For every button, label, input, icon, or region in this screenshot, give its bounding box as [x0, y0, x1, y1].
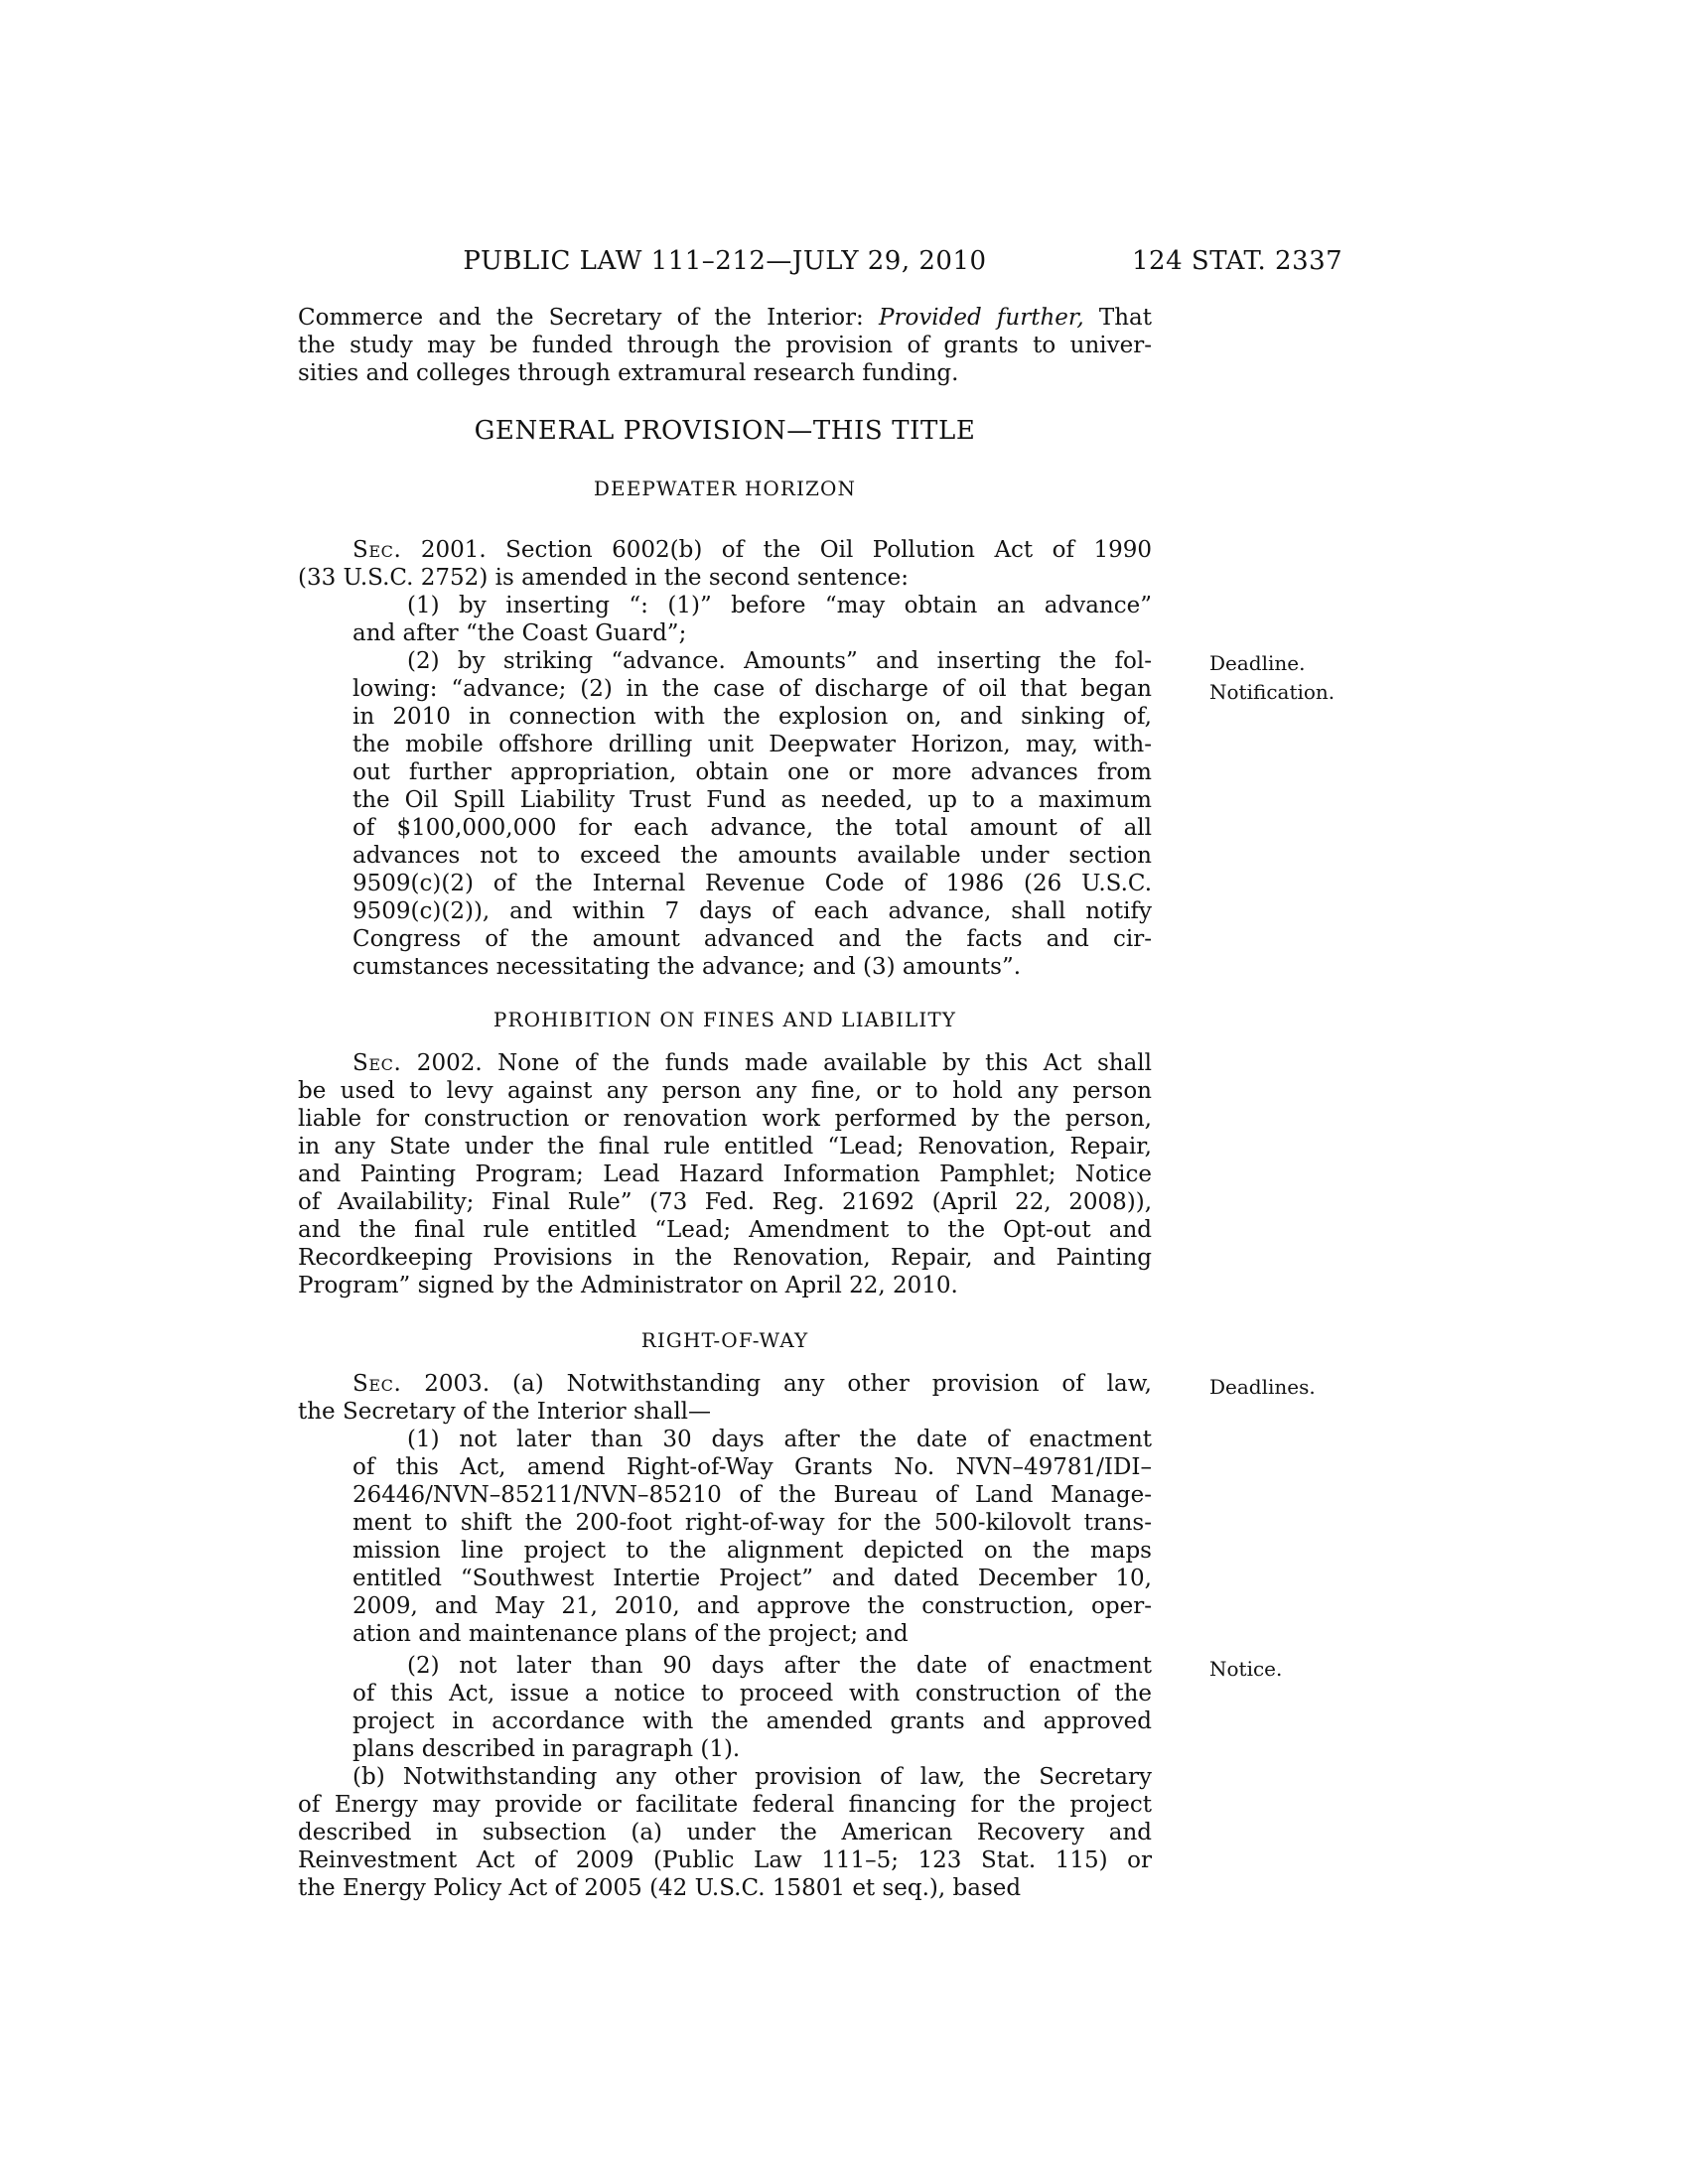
text-line [298, 1846, 1152, 1874]
text-segment: GENERAL PROVISION—THIS TITLE [474, 416, 976, 446]
text-line [298, 619, 1152, 647]
text-line [298, 1763, 1152, 1791]
margin-notes-rail [1209, 0, 1428, 2184]
text-line [298, 1791, 1152, 1819]
text-segment: RIGHT-OF-WAY [640, 1328, 809, 1352]
heading-general-provision [298, 417, 1152, 445]
section-2003-item-2 [298, 1652, 1152, 1763]
text-segment: sities and colleges through extramural research funding. [298, 360, 959, 386]
text-line [298, 1188, 1152, 1216]
text-line [298, 417, 1152, 445]
text-line [298, 1735, 1152, 1763]
text-segment: the mobile offshore drilling unit Deepwater Horizon, may, with- [352, 732, 1152, 757]
text-line [298, 786, 1152, 814]
text-line [298, 1565, 1152, 1592]
text-line [298, 536, 1152, 564]
text-line [298, 1105, 1152, 1133]
text-line [298, 1326, 1152, 1354]
text-line [298, 953, 1152, 981]
text-segment: out further appropriation, obtain one or more advances from [352, 759, 1152, 785]
subheading-deepwater-horizon [298, 475, 1152, 502]
text-line [298, 359, 1152, 387]
text-segment: (2) not later than 90 days after the date of enactment [407, 1653, 1152, 1679]
section-2002 [298, 1049, 1152, 1299]
text-line [298, 1652, 1152, 1680]
text-segment: That [1083, 305, 1153, 331]
text-line [298, 1398, 1152, 1426]
text-line [298, 870, 1152, 897]
text-line [298, 1509, 1152, 1537]
text-segment: Reinvestment Act of 2009 (Public Law 111–5; 123 Stat. 115) or [298, 1847, 1152, 1873]
text-line [298, 1426, 1152, 1453]
text-segment: Program” signed by the Administrator on April 22, 2010. [298, 1273, 958, 1298]
text-segment: the Secretary of the Interior shall— [298, 1399, 712, 1425]
text-segment: described in subsection (a) under the American Recovery and [298, 1820, 1152, 1845]
text-segment: mission line project to the alignment depicted on the maps [352, 1538, 1152, 1564]
text-line [298, 647, 1152, 675]
section-2003-subsection-b [298, 1763, 1152, 1902]
margin-note-deadline: Deadline. [1209, 651, 1306, 675]
text-segment: 9509(c)(2) of the Internal Revenue Code of 1986 (26 U.S.C. [352, 871, 1152, 896]
text-segment: of this Act, issue a notice to proceed with construction of the [352, 1681, 1152, 1706]
subheading-prohibition-on-fines-and-liability [298, 1006, 1152, 1033]
text-segment: and Painting Program; Lead Hazard Information Pamphlet; Notice [298, 1161, 1152, 1187]
text-line [298, 731, 1152, 758]
subheading-right-of-way [298, 1326, 1152, 1354]
text-line [298, 842, 1152, 870]
text-line [298, 1160, 1152, 1188]
text-line [298, 564, 1152, 592]
stat-page-number: 124 STAT. 2337 [1132, 246, 1343, 276]
text-segment: Sec. [352, 537, 402, 563]
text-segment: (b) Notwithstanding any other provision of law, the Secretary [352, 1764, 1152, 1790]
text-segment: of Availability; Final Rule” (73 Fed. Reg. 21692 (April 22, 2008)), [298, 1189, 1152, 1215]
text-line [298, 1133, 1152, 1160]
text-segment: in any State under the final rule entitled “Lead; Renovation, Repair, [298, 1134, 1152, 1160]
margin-note-notice: Notice. [1209, 1657, 1283, 1681]
text-segment: (2) by striking “advance. Amounts” and inserting the fol- [407, 648, 1152, 674]
text-line [298, 1680, 1152, 1707]
text-line [298, 1874, 1152, 1902]
text-segment: Recordkeeping Provisions in the Renovation, Repair, and Painting [298, 1245, 1152, 1271]
margin-note-deadlines: Deadlines. [1209, 1375, 1316, 1399]
text-segment: be used to levy against any person any fine, or to hold any person [298, 1078, 1152, 1104]
text-line [298, 1272, 1152, 1299]
text-segment: entitled “Southwest Intertie Project” and dated December 10, [352, 1566, 1152, 1591]
text-line [298, 1453, 1152, 1481]
text-line [298, 304, 1152, 332]
text-segment: 2002. None of the funds made available by this Act shall [401, 1050, 1152, 1076]
text-line [298, 814, 1152, 842]
text-segment: and after “the Coast Guard”; [352, 620, 687, 646]
text-segment: Commerce and the Secretary of the Interior: [298, 305, 879, 331]
text-line [298, 758, 1152, 786]
text-segment: DEEPWATER HORIZON [593, 477, 857, 500]
text-line [298, 1049, 1152, 1077]
text-segment: cumstances necessitating the advance; and (3) amounts”. [352, 954, 1022, 980]
text-line [298, 332, 1152, 359]
text-line [298, 475, 1152, 502]
text-segment: ment to shift the 200-foot right-of-way for the 500-kilovolt trans- [352, 1510, 1152, 1536]
text-segment: 26446/NVN–85211/NVN–85210 of the Bureau of Land Manage- [352, 1482, 1152, 1508]
text-segment: (1) not later than 30 days after the date of enactment [407, 1427, 1152, 1452]
margin-note-notification: Notification. [1209, 680, 1336, 704]
text-line [298, 1216, 1152, 1244]
text-line [298, 925, 1152, 953]
paragraph-continuation [298, 304, 1152, 387]
section-2001 [298, 536, 1152, 592]
text-line [298, 1006, 1152, 1033]
text-line [298, 1370, 1152, 1398]
text-segment: ation and maintenance plans of the project; and [352, 1621, 909, 1647]
text-segment: Congress of the amount advanced and the facts and cir- [352, 926, 1152, 952]
text-segment: 2003. (a) Notwithstanding any other provision of law, [401, 1371, 1152, 1397]
text-segment: 2009, and May 21, 2010, and approve the construction, oper- [352, 1593, 1152, 1619]
text-segment: 2001. Section 6002(b) of the Oil Pollution Act of 1990 [401, 537, 1152, 563]
section-2003-item-1 [298, 1426, 1152, 1648]
text-line [298, 1592, 1152, 1620]
text-line [298, 703, 1152, 731]
text-line [298, 1537, 1152, 1565]
text-segment: Provided further, [879, 305, 1084, 331]
text-line [298, 592, 1152, 619]
text-line [298, 1244, 1152, 1272]
text-line [298, 1819, 1152, 1846]
text-line [298, 897, 1152, 925]
text-segment: the Energy Policy Act of 2005 (42 U.S.C. 15801 et seq.), based [298, 1875, 1022, 1901]
text-segment: of this Act, amend Right-of-Way Grants No. NVN–49781/IDI– [352, 1454, 1152, 1480]
section-2001-item-1 [298, 592, 1152, 647]
text-line [298, 1077, 1152, 1105]
text-line [298, 1620, 1152, 1648]
text-line [298, 1707, 1152, 1735]
text-segment: of Energy may provide or facilitate federal financing for the project [298, 1792, 1152, 1818]
text-segment: (1) by inserting “: (1)” before “may obtain an advance” [407, 593, 1152, 618]
text-column [298, 0, 1152, 2184]
text-line [298, 675, 1152, 703]
text-segment: advances not to exceed the amounts available under section [352, 843, 1152, 869]
text-line [298, 1481, 1152, 1509]
text-segment: the Oil Spill Liability Trust Fund as needed, up to a maximum [352, 787, 1152, 813]
section-2003 [298, 1370, 1152, 1426]
text-segment: lowing: “advance; (2) in the case of discharge of oil that began [352, 676, 1152, 702]
running-head: PUBLIC LAW 111–212—JULY 29, 2010 [463, 246, 987, 276]
text-segment: in 2010 in connection with the explosion on, and sinking of, [352, 704, 1152, 730]
text-segment: the study may be funded through the provision of grants to univer- [298, 333, 1152, 358]
text-segment: (33 U.S.C. 2752) is amended in the second sentence: [298, 565, 909, 591]
text-segment: and the final rule entitled “Lead; Amendment to the Opt-out and [298, 1217, 1152, 1243]
text-segment: 9509(c)(2)), and within 7 days of each advance, shall notify [352, 898, 1152, 924]
section-2001-item-2 [298, 647, 1152, 981]
text-segment: project in accordance with the amended grants and approved [352, 1708, 1152, 1734]
text-segment: Sec. [352, 1050, 402, 1076]
text-segment: PROHIBITION ON FINES AND LIABILITY [492, 1008, 957, 1031]
text-segment: liable for construction or renovation work performed by the person, [298, 1106, 1152, 1132]
text-segment: plans described in paragraph (1). [352, 1736, 741, 1762]
text-segment: Sec. [352, 1371, 402, 1397]
text-segment: of $100,000,000 for each advance, the total amount of all [352, 815, 1152, 841]
